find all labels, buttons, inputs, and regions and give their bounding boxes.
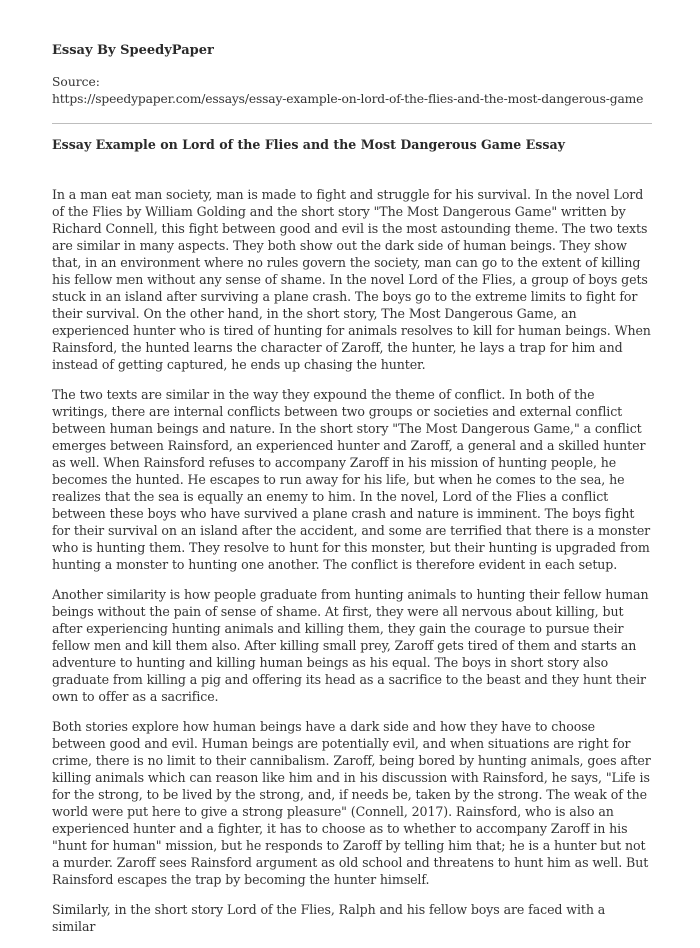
source-url: https://speedypaper.com/essays/essay-example-on-lord-of-the-flies-and-the-most-dangerous-game [52,92,644,106]
source-block [52,74,652,108]
brand-heading: Essay By SpeedyPaper [52,43,214,58]
essay-paragraph: The two texts are similar in the way they expound the theme of conflict. In both of the writings, there are internal conflicts between two groups or societies and external conflict between human beings and nature. In the short story "The Most Dangerous Game," a conflict emerges between Rainsford, an experienced hunter and Zaroff, a general and a skilled hunter as well. When Rainsford refuses to accompany Zaroff in his mission of hunting people, he becomes the hunted. He escapes to run away for his life, but when he comes to the sea, he realizes that the sea is equally an enemy to him. In the novel, Lord of the Flies a conflict between these boys who have survived a plane crash and nature is imminent. The boys fight for their survival on an island after the accident, and some are terrified that there is a monster who is hunting them. They resolve to hunt for this monster, but their hunting is upgraded from hunting a monster to hunting one another. The conflict is therefore evident in each setup. [52,387,651,572]
header-divider [52,123,652,124]
essay-paragraph: In a man eat man society, man is made to fight and struggle for his survival. In the novel Lord of the Flies by William Golding and the short story "The Most Dangerous Game" written by Richard Connell, this fight between good and evil is the most astounding theme. The two texts are similar in many aspects. They both show out the dark side of human beings. They show that, in an environment where no rules govern the society, man can go to the extent of killing his fellow men without any sense of shame. In the novel Lord of the Flies, a group of boys gets stuck in an island after surviving a plane crash. The boys go to the extreme limits to fight for their survival. On the other hand, in the short story, The Most Dangerous Game, an experienced hunter who is tired of hunting for animals resolves to kill for human beings. When Rainsford, the hunted learns the character of Zaroff, the hunter, he lays a trap for him and instead of getting captured, he ends up chasing the hunter. [52,187,651,372]
essay-paragraph: Similarly, in the short story Lord of the Flies, Ralph and his fellow boys are faced with a similar [52,902,606,934]
essay-paragraph: Another similarity is how people graduate from hunting animals to hunting their fellow human beings without the pain of sense of shame. At first, they were all nervous about killing, but after experiencing hunting animals and killing them, they gain the courage to pursue their fellow men and kill them also. After killing small prey, Zaroff gets tired of them and starts an adventure to hunting and killing human beings as his equal. The boys in short story also graduate from killing a pig and offering its head as a sacrifice to the beast and they hunt their own to offer as a sacrifice. [52,587,649,704]
essay-paragraph: Both stories explore how human beings have a dark side and how they have to choose between good and evil. Human beings are potentially evil, and when situations are right for crime, there is no limit to their cannibalism. Zaroff, being bored by hunting animals, goes after killing animals which can reason like him and in his discussion with Rainsford, he says, "Life is for the strong, to be lived by the strong, and, if needs be, taken by the strong. The weak of the world were put here to give a strong pleasure" (Connell, 2017). Rainsford, who is also an experienced hunter and a fighter, it has to choose as to whether to accompany Zaroff in his "hunt for human" mission, but he responds to Zaroff by telling him that; he is a hunter but not a murder. Zaroff sees Rainsford argument as old school and threatens to hunt him as well. But Rainsford escapes the trap by becoming the hunter himself. [52,719,651,887]
document-page [52,42,652,948]
source-label: Source: [52,75,100,89]
essay-body [52,186,652,935]
essay-title: Essay Example on Lord of the Flies and the Most Dangerous Game Essay [52,137,565,152]
